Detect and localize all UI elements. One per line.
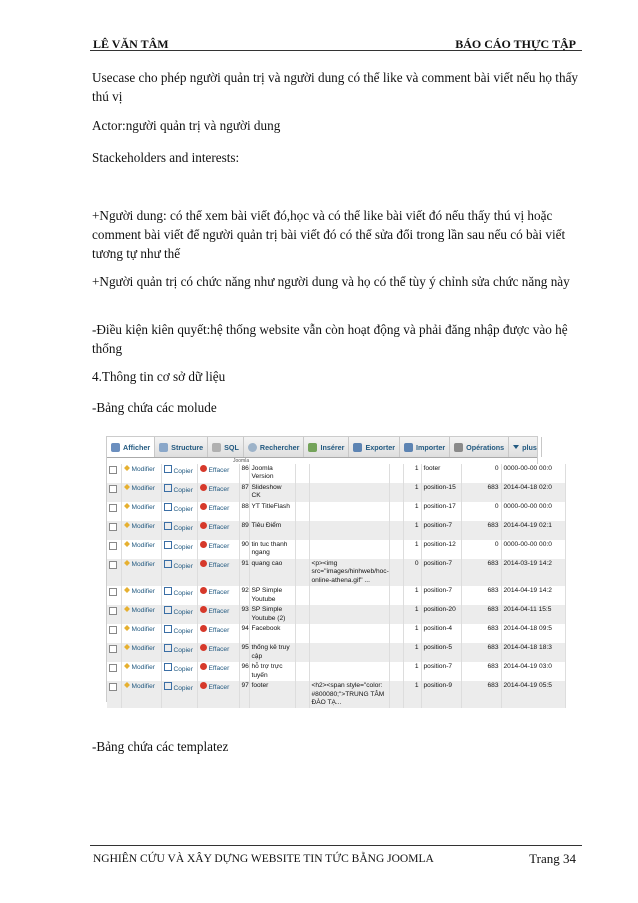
cell-position: position-9 bbox=[421, 681, 461, 708]
page-footer bbox=[90, 845, 582, 866]
table-row bbox=[107, 559, 565, 586]
copy-icon bbox=[164, 503, 172, 511]
cell-date: 2014-04-19 14:2 bbox=[501, 586, 565, 605]
cell-ordering: 1 bbox=[403, 643, 421, 662]
edit-button[interactable]: Modifier bbox=[124, 560, 155, 569]
delete-button[interactable]: Effacer bbox=[200, 560, 230, 570]
paragraph-stakeholders: Stackeholders and interests: bbox=[92, 150, 240, 165]
cell-ordering: 1 bbox=[403, 483, 421, 502]
cell-id: 93 bbox=[239, 605, 249, 624]
cell-checked-out: 683 bbox=[461, 521, 501, 540]
row-checkbox[interactable] bbox=[109, 504, 117, 512]
pencil-icon bbox=[124, 663, 130, 669]
search-icon bbox=[248, 443, 257, 452]
copy-button[interactable]: Copier bbox=[164, 587, 193, 598]
cell-checked-out: 683 bbox=[461, 559, 501, 586]
tab-importer[interactable]: Importer bbox=[400, 437, 450, 457]
cell-ordering: 1 bbox=[403, 502, 421, 521]
operations-icon bbox=[454, 443, 463, 452]
cell-content bbox=[309, 605, 389, 624]
cell-position: position-7 bbox=[421, 559, 461, 586]
cell-id: 97 bbox=[239, 681, 249, 708]
row-checkbox[interactable] bbox=[109, 466, 117, 474]
edit-button[interactable]: Modifier bbox=[124, 682, 155, 691]
table-row bbox=[107, 586, 565, 605]
table-row bbox=[107, 624, 565, 643]
cell-content bbox=[309, 586, 389, 605]
copy-button[interactable]: Copier bbox=[164, 644, 193, 655]
row-checkbox[interactable] bbox=[109, 645, 117, 653]
delete-icon bbox=[200, 541, 207, 548]
cell-checked-out: 683 bbox=[461, 605, 501, 624]
delete-button[interactable]: Effacer bbox=[200, 587, 230, 597]
table-row bbox=[107, 464, 565, 483]
cell-ordering: 1 bbox=[403, 521, 421, 540]
cell-content bbox=[309, 502, 389, 521]
edit-button[interactable]: Modifier bbox=[124, 644, 155, 653]
page-header bbox=[90, 30, 582, 51]
cell-checked-out: 683 bbox=[461, 624, 501, 643]
paragraph-precondition: -Điều kiện kiên quyết:hệ thống website vẫn còn hoạt động và phải đăng nhập được vào hệ thống bbox=[92, 322, 568, 356]
pencil-icon bbox=[124, 541, 130, 547]
copy-button[interactable]: Copier bbox=[164, 465, 193, 476]
edit-button[interactable]: Modifier bbox=[124, 625, 155, 634]
copy-button[interactable]: Copier bbox=[164, 625, 193, 636]
row-checkbox[interactable] bbox=[109, 607, 117, 615]
pencil-icon bbox=[124, 644, 130, 650]
cell-position: position-12 bbox=[421, 540, 461, 559]
header-report-title: BÁO CÁO THỰC TẬP bbox=[455, 37, 576, 51]
tab-sql[interactable]: SQL bbox=[208, 437, 244, 457]
cell-position: footer bbox=[421, 464, 461, 483]
cell-date: 2014-04-18 02:0 bbox=[501, 483, 565, 502]
paragraph-module-table: -Bảng chứa các molude bbox=[92, 400, 217, 415]
cell-content bbox=[309, 624, 389, 643]
pencil-icon bbox=[124, 484, 130, 490]
cell-position: position-7 bbox=[421, 586, 461, 605]
cell-id: 86 bbox=[239, 464, 249, 483]
paragraph-template-table: -Bảng chứa các templatez bbox=[92, 739, 229, 754]
row-checkbox[interactable] bbox=[109, 542, 117, 550]
cell-date: 0000-00-00 00:0 bbox=[501, 540, 565, 559]
cell-checked-out: 0 bbox=[461, 464, 501, 483]
copy-icon bbox=[164, 682, 172, 690]
row-checkbox[interactable] bbox=[109, 626, 117, 634]
tab-operations[interactable]: Opérations bbox=[450, 437, 509, 457]
copy-icon bbox=[164, 644, 172, 652]
pencil-icon bbox=[124, 465, 130, 471]
cell-position: position-20 bbox=[421, 605, 461, 624]
cell-position: position-7 bbox=[421, 521, 461, 540]
cell-checked-out: 683 bbox=[461, 681, 501, 708]
delete-icon bbox=[200, 560, 207, 567]
table-row bbox=[107, 540, 565, 559]
pencil-icon bbox=[124, 587, 130, 593]
copy-icon bbox=[164, 484, 172, 492]
row-checkbox[interactable] bbox=[109, 561, 117, 569]
cell-title: Tiêu Điểm bbox=[249, 521, 295, 540]
paragraph-actor: Actor:người quản trị và người dung bbox=[92, 118, 281, 133]
cell-id: 89 bbox=[239, 521, 249, 540]
delete-icon bbox=[200, 606, 207, 613]
table-row bbox=[107, 483, 565, 502]
cell-id: 92 bbox=[239, 586, 249, 605]
table-row bbox=[107, 605, 565, 624]
cell-date: 2014-04-19 03:0 bbox=[501, 662, 565, 681]
pencil-icon bbox=[124, 606, 130, 612]
delete-icon bbox=[200, 503, 207, 510]
cell-title: SP Simple Youtube bbox=[249, 586, 295, 605]
row-checkbox[interactable] bbox=[109, 664, 117, 672]
delete-icon bbox=[200, 625, 207, 632]
insert-icon bbox=[308, 443, 317, 452]
delete-icon bbox=[200, 644, 207, 651]
copy-button[interactable]: Copier bbox=[164, 503, 193, 514]
pencil-icon bbox=[124, 503, 130, 509]
edit-button[interactable]: Modifier bbox=[124, 541, 155, 550]
copy-button[interactable]: Copier bbox=[164, 560, 193, 571]
cell-title: Slideshow CK bbox=[249, 483, 295, 502]
cell-ordering: 1 bbox=[403, 464, 421, 483]
cell-position: position-5 bbox=[421, 643, 461, 662]
cell-id: 96 bbox=[239, 662, 249, 681]
cell-title: thống kê truy cập bbox=[249, 643, 295, 662]
delete-button[interactable]: Effacer bbox=[200, 541, 230, 551]
cell-date: 2014-04-18 18:3 bbox=[501, 643, 565, 662]
cell-date: 2014-04-19 02:1 bbox=[501, 521, 565, 540]
tab-inserer[interactable]: Insérer bbox=[304, 437, 349, 457]
delete-icon bbox=[200, 682, 207, 689]
module-table bbox=[107, 464, 566, 708]
copy-icon bbox=[164, 465, 172, 473]
chevron-down-icon bbox=[513, 445, 519, 449]
table-row bbox=[107, 643, 565, 662]
cell-id: 94 bbox=[239, 624, 249, 643]
header-author: LÊ VĂN TÂM bbox=[93, 37, 169, 51]
cell-title: tin tuc thanh ngang bbox=[249, 540, 295, 559]
delete-button[interactable]: Effacer bbox=[200, 503, 230, 513]
edit-button[interactable]: Modifier bbox=[124, 663, 155, 672]
cell-ordering: 1 bbox=[403, 540, 421, 559]
tab-afficher[interactable]: Afficher bbox=[107, 437, 155, 457]
delete-button[interactable]: Effacer bbox=[200, 644, 230, 654]
edit-button[interactable]: Modifier bbox=[124, 587, 155, 596]
copy-icon bbox=[164, 522, 172, 530]
copy-button[interactable]: Copier bbox=[164, 484, 193, 495]
cell-position: position-4 bbox=[421, 624, 461, 643]
copy-button[interactable]: Copier bbox=[164, 606, 193, 617]
cell-content bbox=[309, 643, 389, 662]
cell-content bbox=[309, 540, 389, 559]
delete-icon bbox=[200, 484, 207, 491]
cell-content bbox=[309, 662, 389, 681]
cell-ordering: 0 bbox=[403, 559, 421, 586]
database-screenshot bbox=[106, 436, 552, 707]
copy-icon bbox=[164, 663, 172, 671]
cell-title: hỗ trợ trực tuyến bbox=[249, 662, 295, 681]
delete-button[interactable]: Effacer bbox=[200, 682, 230, 692]
table-row bbox=[107, 662, 565, 681]
paragraph-usecase: Usecase cho phép người quản trị và người dung có thể like và comment bài viết nếu họ thấy thú vị bbox=[92, 70, 579, 104]
cell-checked-out: 683 bbox=[461, 483, 501, 502]
cell-content: <p><img src="images/hinhweb/hoc-online-athena.gif" ... bbox=[309, 559, 389, 586]
delete-button[interactable]: Effacer bbox=[200, 663, 230, 673]
cell-title: quang cao bbox=[249, 559, 295, 586]
delete-button[interactable]: Effacer bbox=[200, 484, 230, 494]
copy-button[interactable]: Copier bbox=[164, 663, 193, 674]
table-row bbox=[107, 502, 565, 521]
copy-icon bbox=[164, 587, 172, 595]
cell-content bbox=[309, 464, 389, 483]
tab-plus[interactable]: plus bbox=[509, 437, 542, 457]
cell-title: YT TitleFlash bbox=[249, 502, 295, 521]
cell-position: position-17 bbox=[421, 502, 461, 521]
cell-date: 0000-00-00 00:0 bbox=[501, 464, 565, 483]
cell-checked-out: 683 bbox=[461, 662, 501, 681]
delete-icon bbox=[200, 522, 207, 529]
pencil-icon bbox=[124, 560, 130, 566]
copy-button[interactable]: Copier bbox=[164, 541, 193, 552]
cell-ordering: 1 bbox=[403, 605, 421, 624]
cell-content bbox=[309, 521, 389, 540]
copy-button[interactable]: Copier bbox=[164, 682, 193, 693]
cell-date: 2014-04-19 05:5 bbox=[501, 681, 565, 708]
delete-button[interactable]: Effacer bbox=[200, 522, 230, 532]
cell-content: <h2><span style="color: #800080;">TRUNG TÂM ĐÀO TẠ... bbox=[309, 681, 389, 708]
copy-icon bbox=[164, 625, 172, 633]
cell-checked-out: 683 bbox=[461, 586, 501, 605]
cell-ordering: 1 bbox=[403, 662, 421, 681]
cell-content bbox=[309, 483, 389, 502]
delete-button[interactable]: Effacer bbox=[200, 625, 230, 635]
copy-icon bbox=[164, 541, 172, 549]
pencil-icon bbox=[124, 682, 130, 688]
page-number: Trang 34 bbox=[529, 851, 576, 866]
footer-title: NGHIÊN CỨU VÀ XÂY DỰNG WEBSITE TIN TỨC BẰNG JOOMLA bbox=[93, 853, 434, 865]
cell-id: 91 bbox=[239, 559, 249, 586]
cell-id: 88 bbox=[239, 502, 249, 521]
copy-icon bbox=[164, 560, 172, 568]
cell-id: 95 bbox=[239, 643, 249, 662]
cropped-row-fragment: Joomla bbox=[233, 458, 250, 464]
cell-title: Facebook bbox=[249, 624, 295, 643]
pencil-icon bbox=[124, 625, 130, 631]
cell-id: 90 bbox=[239, 540, 249, 559]
tab-structure[interactable]: Structure bbox=[155, 437, 208, 457]
cell-title: Joomla Version bbox=[249, 464, 295, 483]
cell-ordering: 1 bbox=[403, 586, 421, 605]
table-row bbox=[107, 681, 565, 708]
tab-exporter[interactable]: Exporter bbox=[349, 437, 400, 457]
cell-ordering: 1 bbox=[403, 681, 421, 708]
cell-ordering: 1 bbox=[403, 624, 421, 643]
pencil-icon bbox=[124, 522, 130, 528]
edit-button[interactable]: Modifier bbox=[124, 522, 155, 531]
cell-position: position-7 bbox=[421, 662, 461, 681]
export-icon bbox=[353, 443, 362, 452]
copy-icon bbox=[164, 606, 172, 614]
cell-checked-out: 0 bbox=[461, 540, 501, 559]
cell-date: 2014-04-18 09:5 bbox=[501, 624, 565, 643]
browse-icon bbox=[111, 443, 120, 452]
delete-button[interactable]: Effacer bbox=[200, 465, 230, 475]
edit-button[interactable]: Modifier bbox=[124, 606, 155, 615]
tab-rechercher[interactable]: Rechercher bbox=[244, 437, 305, 457]
delete-icon bbox=[200, 587, 207, 594]
sql-icon bbox=[212, 443, 221, 452]
edit-button[interactable]: Modifier bbox=[124, 503, 155, 512]
cell-checked-out: 0 bbox=[461, 502, 501, 521]
cell-position: position-15 bbox=[421, 483, 461, 502]
cell-title: SP Simple Youtube (2) bbox=[249, 605, 295, 624]
copy-button[interactable]: Copier bbox=[164, 522, 193, 533]
row-checkbox[interactable] bbox=[109, 588, 117, 596]
row-checkbox[interactable] bbox=[109, 485, 117, 493]
delete-icon bbox=[200, 663, 207, 670]
delete-button[interactable]: Effacer bbox=[200, 606, 230, 616]
delete-icon bbox=[200, 465, 207, 472]
cell-title: footer bbox=[249, 681, 295, 708]
paragraph-admin: +Người quản trị có chức năng như người dung và họ có thể tùy ý chỉnh sửa chức năng này bbox=[92, 274, 570, 289]
paragraph-user: +Người dung: có thể xem bài viết đó,học và có thể like bài viết đó nếu thấy thú vị hoặc comment bài viết để người quản trị bài viết đó có thể sửa đổi trong lần sau nếu có bài viết tương tự như thế bbox=[92, 208, 566, 261]
edit-button[interactable]: Modifier bbox=[124, 465, 155, 474]
phpmyadmin-tab-bar bbox=[107, 437, 537, 458]
table-row bbox=[107, 521, 565, 540]
cell-id: 87 bbox=[239, 483, 249, 502]
cell-date: 2014-04-11 15:5 bbox=[501, 605, 565, 624]
import-icon bbox=[404, 443, 413, 452]
row-checkbox[interactable] bbox=[109, 523, 117, 531]
structure-icon bbox=[159, 443, 168, 452]
paragraph-database-heading: 4.Thông tin cơ sở dữ liệu bbox=[92, 369, 226, 384]
cell-date: 2014-03-19 14:2 bbox=[501, 559, 565, 586]
cell-date: 0000-00-00 00:0 bbox=[501, 502, 565, 521]
row-checkbox[interactable] bbox=[109, 683, 117, 691]
edit-button[interactable]: Modifier bbox=[124, 484, 155, 493]
cell-checked-out: 683 bbox=[461, 643, 501, 662]
